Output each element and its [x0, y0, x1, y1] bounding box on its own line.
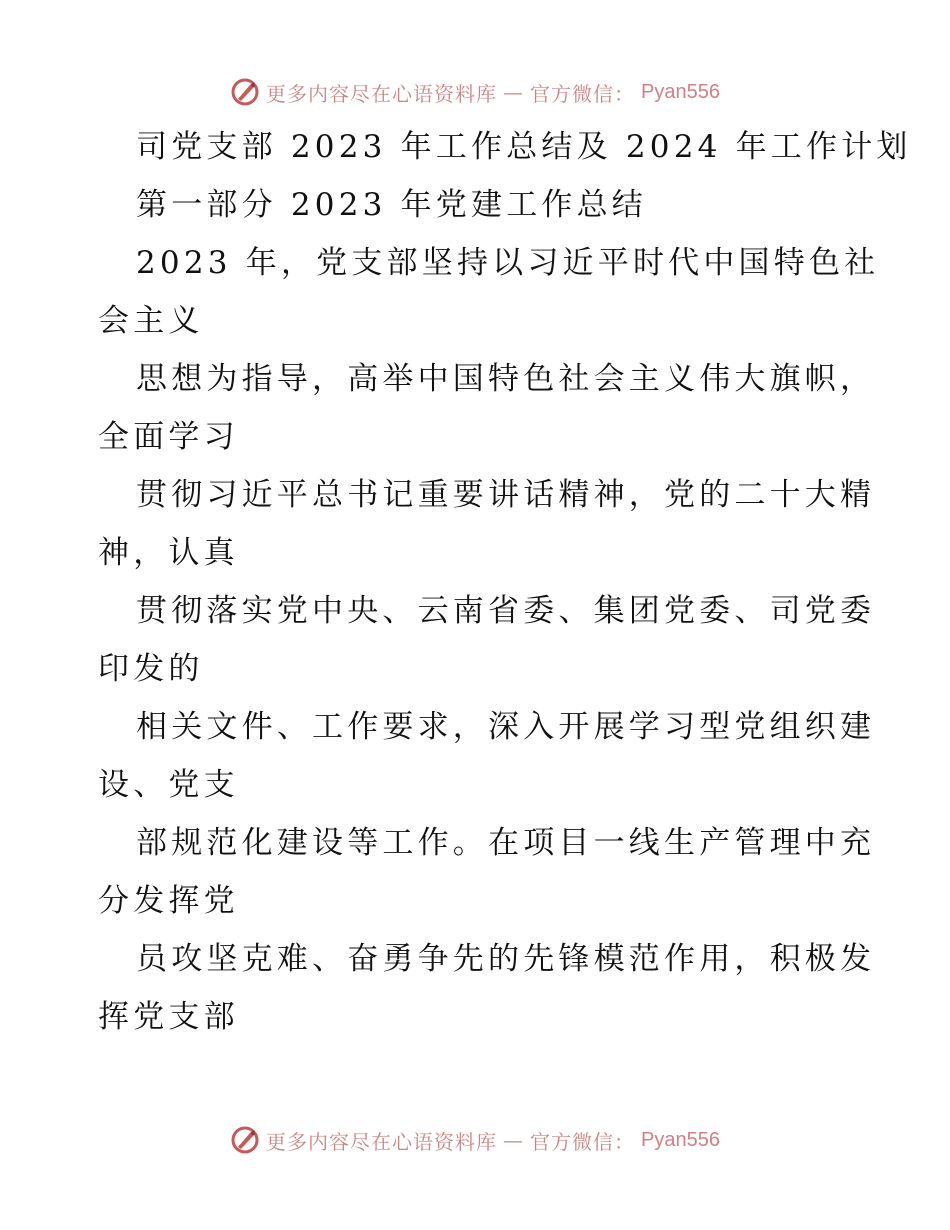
watermark-separator: — [503, 80, 525, 104]
watermark-footer [0, 1120, 950, 1160]
watermark-wechat-label: 官方微信： [530, 1129, 636, 1154]
watermark-separator: — [503, 1128, 525, 1152]
document-line: 部规范化建设等工作。在项目一线生产管理中充 [136, 825, 876, 861]
document-line: 员攻坚克难、奋勇争先的先锋模范作用，积极发 [136, 941, 876, 977]
document-line: 神，认真 [98, 535, 239, 571]
watermark-wechat-id: Pyan556 [641, 1128, 720, 1151]
document-line: 全面学习 [98, 419, 239, 455]
document-line: 相关文件、工作要求，深入开展学习型党组织建 [136, 709, 876, 745]
document-line: 会主义 [98, 303, 204, 339]
red-brush-logo-icon [230, 77, 260, 107]
document-line: 挥党支部 [98, 999, 239, 1035]
document-line: 2023 年，党支部坚持以习近平时代中国特色社 [136, 245, 880, 281]
watermark-brand-text: 更多内容尽在心语资料库 [266, 81, 498, 106]
document-line: 司党支部 2023 年工作总结及 2024 年工作计划 [136, 129, 912, 165]
document-body [98, 118, 912, 1046]
document-line: 第一部分 2023 年党建工作总结 [136, 187, 647, 223]
document-line: 印发的 [98, 651, 204, 687]
document-line: 设、党支 [98, 767, 239, 803]
document-line: 思想为指导，高举中国特色社会主义伟大旗帜， [136, 361, 876, 397]
watermark-header [0, 72, 950, 112]
document-line: 分发挥党 [98, 883, 239, 919]
watermark-brand-text: 更多内容尽在心语资料库 [266, 1129, 498, 1154]
watermark-wechat-id: Pyan556 [641, 80, 720, 103]
document-line: 贯彻落实党中央、云南省委、集团党委、司党委 [136, 593, 876, 629]
document-line: 贯彻习近平总书记重要讲话精神，党的二十大精 [136, 477, 876, 513]
red-brush-logo-icon [230, 1125, 260, 1155]
watermark-wechat-label: 官方微信： [530, 81, 636, 106]
